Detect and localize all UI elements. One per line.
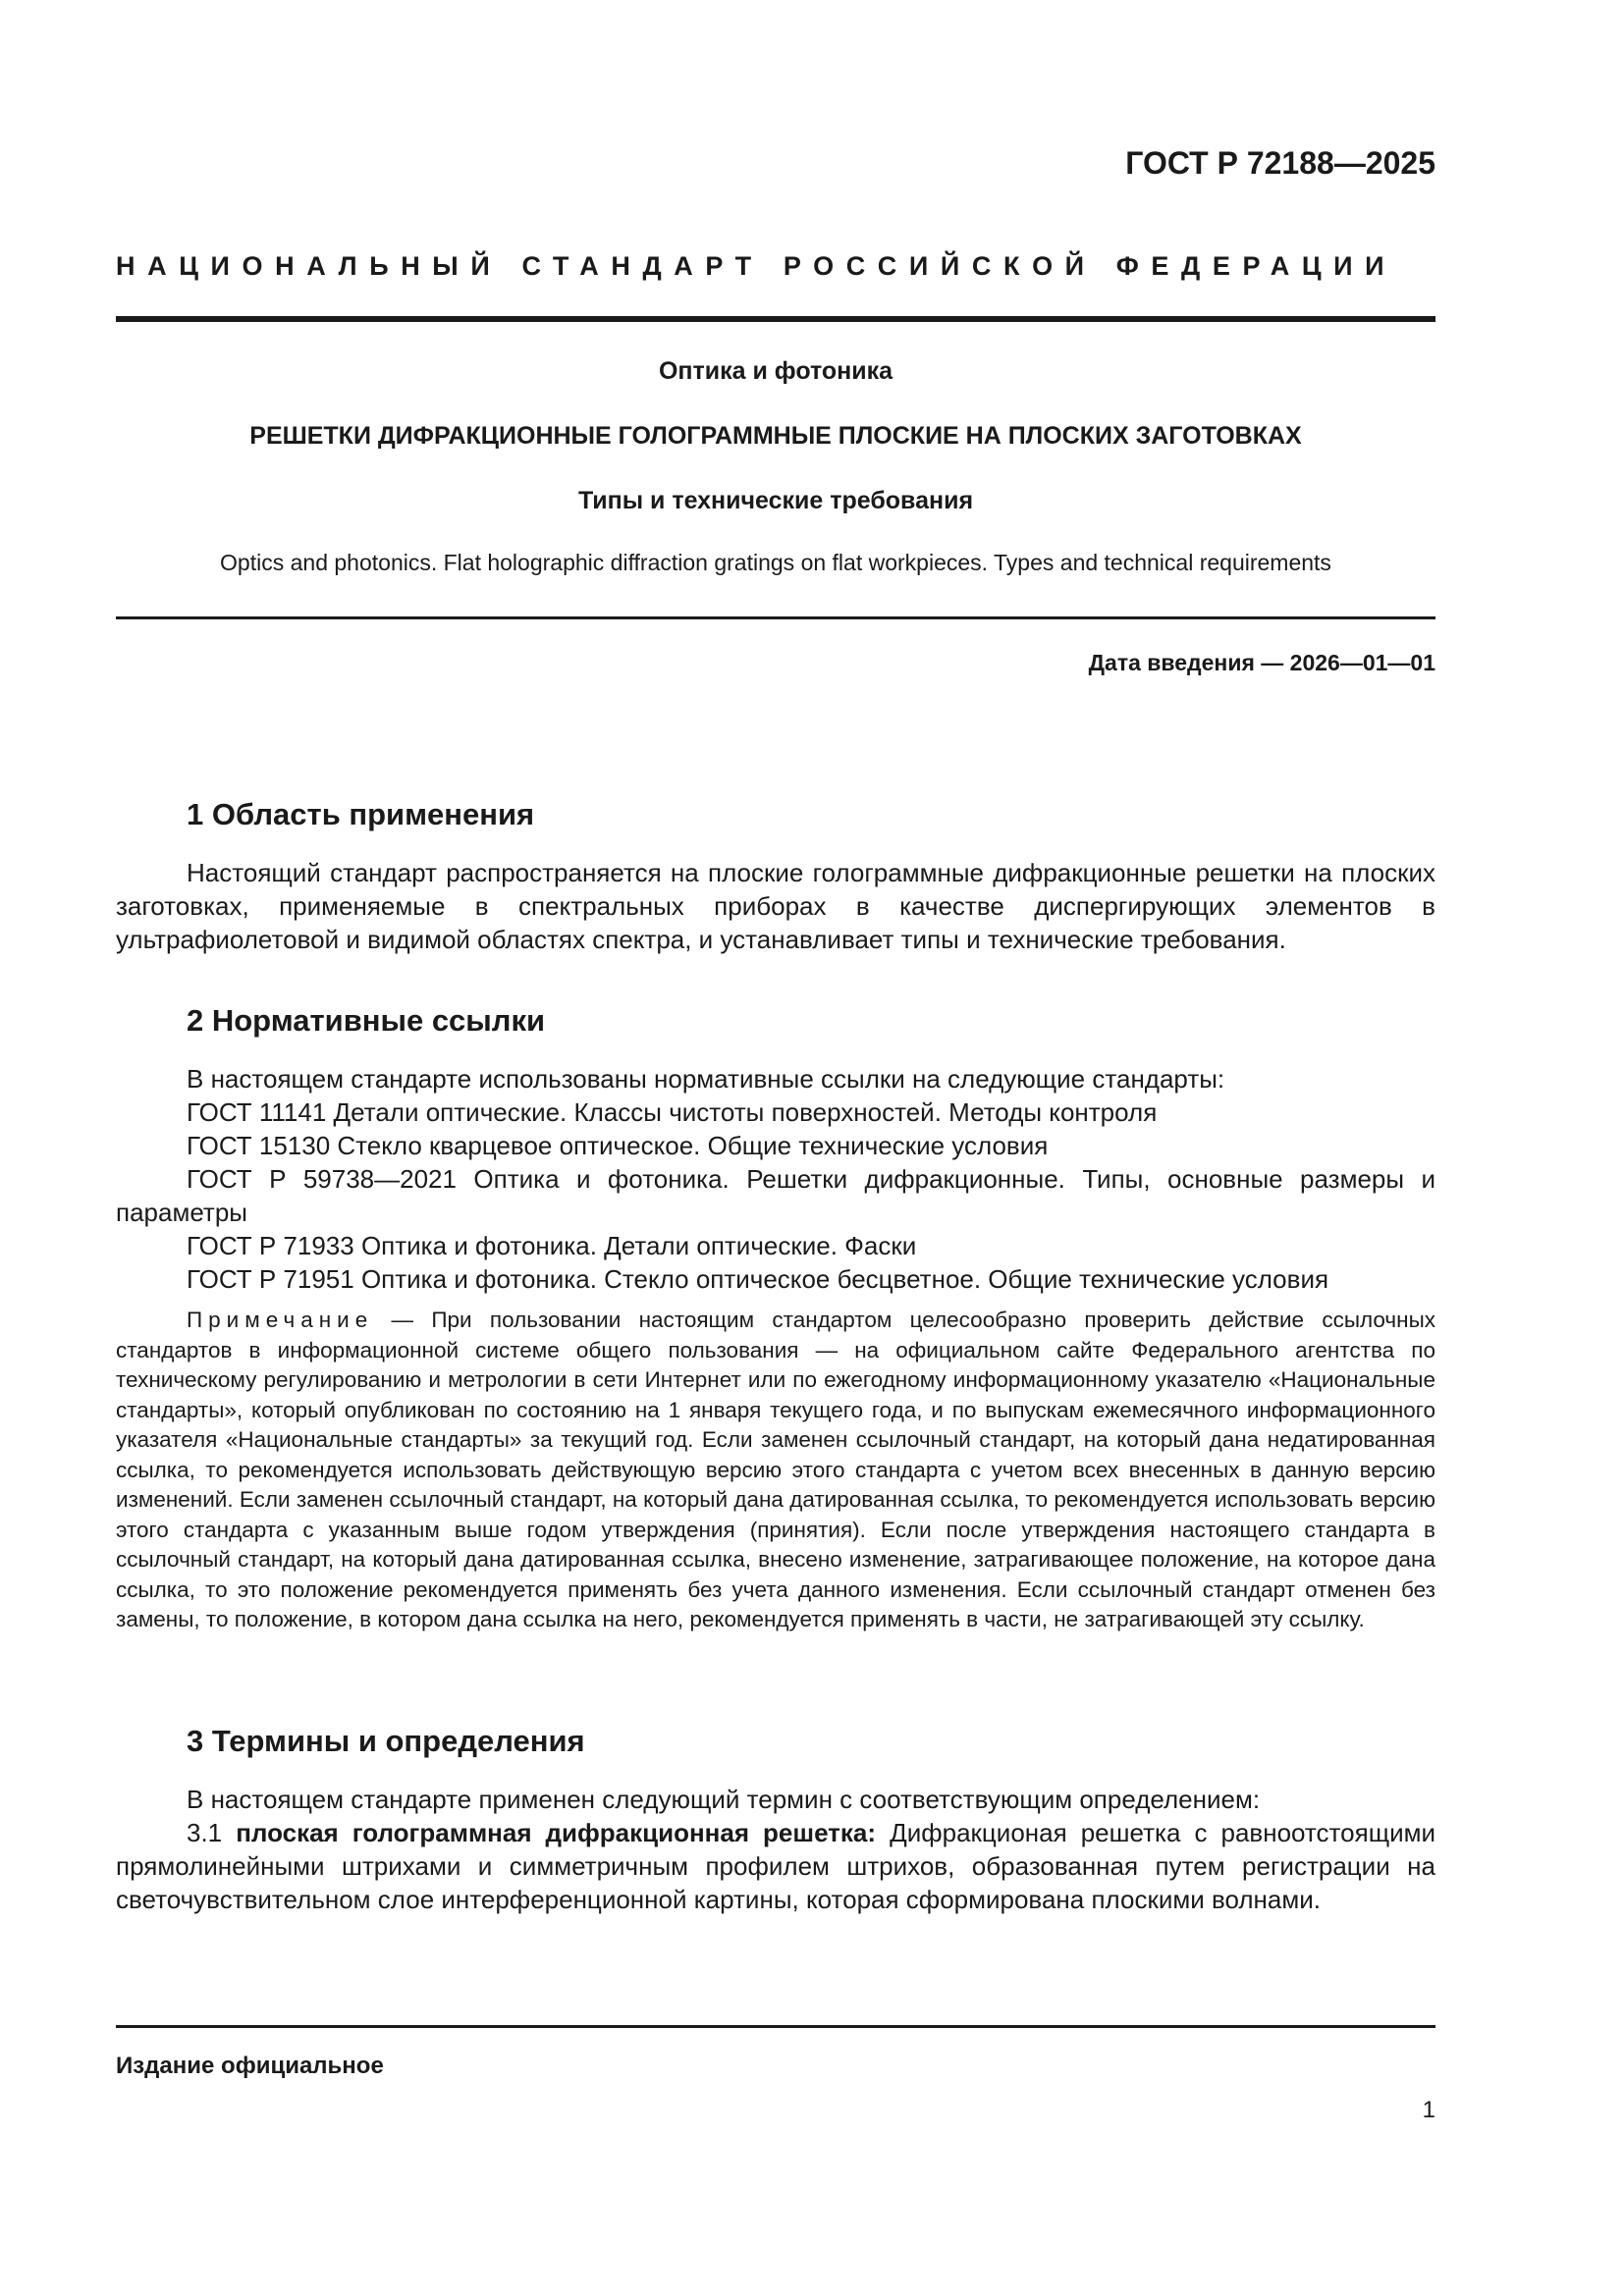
section-1-heading: 1 Область применения bbox=[187, 797, 535, 831]
section-2-note bbox=[116, 1306, 1435, 1635]
section-3-heading: 3 Термины и определения bbox=[187, 1724, 585, 1758]
section-3-intro: В настоящем стандарте применен следующий термин с соответствующим определением: bbox=[187, 1785, 1261, 1814]
bottom-rule bbox=[116, 2025, 1435, 2028]
note-label: Примечание bbox=[187, 1308, 374, 1332]
official-edition: Издание официальное bbox=[116, 2053, 384, 2079]
effective-date: Дата введения — 2026—01—01 bbox=[1088, 650, 1435, 675]
section-2-heading: 2 Нормативные ссылки bbox=[187, 1003, 546, 1038]
section-2-intro: В настоящем стандарте использованы нормативные ссылки на следующие стандарты: bbox=[187, 1064, 1225, 1094]
national-standard-banner: НАЦИОНАЛЬНЫЙ СТАНДАРТ РОССИЙСКОЙ ФЕДЕРАЦИИ bbox=[116, 251, 1397, 281]
standard-subtitle: Типы и технические требования bbox=[577, 487, 974, 514]
page-number: 1 bbox=[1422, 2097, 1435, 2123]
reference-item: ГОСТ 15130 Стекло кварцевое оптическое. Общие технические условия bbox=[187, 1131, 1049, 1160]
reference-item: ГОСТ Р 71951 Оптика и фотоника. Стекло оптическое бесцветное. Общие технические условия bbox=[187, 1264, 1329, 1294]
term-definition bbox=[116, 1816, 1435, 1916]
top-rule bbox=[116, 316, 1435, 322]
middle-rule bbox=[116, 616, 1435, 619]
reference-item: ГОСТ 11141 Детали оптические. Классы чистоты поверхностей. Методы контроля bbox=[187, 1097, 1158, 1127]
reference-item: ГОСТ Р 71933 Оптика и фотоника. Детали оптические. Фаски bbox=[187, 1231, 917, 1260]
note-text: — При пользовании настоящим стандартом целесообразно проверить действие ссылочных стандартов в информационной системе общего пользования — на официальном сайте Федерального агентства по техническому регулированию и метрологии в сети Интернет или по ежегодному информационному указателю «Национальные стандарты», который опубликован по состоянию на 1 января текущего года, и по выпускам ежемесячного информационного указателя «Национальные стандарты» за текущий год. Если заменен ссылочный стандарт, на который дана недатированная ссылка, то рекомендуется использовать действующую версию этого стандарта с учетом всех внесенных в данную версию изменений. Если заменен ссылочный стандарт, на который дана датированная ссылка, то рекомендуется использовать версию этого стандарта с указанным выше годом утверждения (принятия). Если после утверждения настоящего стандарта в ссылочный стандарт, на который дана датированная ссылка, внесено изменение, затрагивающее положение, на которое дана ссылка, то это положение рекомендуется применять без учета данного изменения. Если ссылочный стандарт отменен без замены, то положение, в котором дана ссылка на него, рекомендуется применять в части, не затрагивающей эту ссылку. bbox=[116, 1308, 1435, 1631]
section-1-text: Настоящий стандарт распространяется на плоские голограммные дифракционные решетки на плоских заготовках, применяемые в спектральных приборах в качестве диспергирующих элементов в ультрафиолетовой и видимой областях спектра, и устанавливает типы и технические требования. bbox=[116, 858, 1435, 954]
standard-title: РЕШЕТКИ ДИФРАКЦИОННЫЕ ГОЛОГРАММНЫЕ ПЛОСКИЕ НА ПЛОСКИХ ЗАГОТОВКАХ bbox=[249, 422, 1302, 450]
gost-number: ГОСТ Р 72188—2025 bbox=[1125, 145, 1435, 181]
term-name: плоская голограммная дифракционная решетка: bbox=[236, 1818, 877, 1847]
term-number: 3.1 bbox=[187, 1818, 223, 1847]
reference-item: ГОСТ Р 59738—2021 Оптика и фотоника. Решетки дифракционные. Типы, основные размеры и параметры bbox=[116, 1164, 1435, 1227]
standard-field: Оптика и фотоника bbox=[658, 357, 893, 385]
term-definition-text: Дифракционая решетка с равноотстоящими прямолинейными штрихами и симметричным профилем штрихов, образованная путем регистрации на светочувствительном слое интерференционной картины, которая сформирована плоскими волнами. bbox=[116, 1818, 1436, 1914]
english-title: Optics and photonics. Flat holographic diffraction gratings on flat workpieces. Types and technical requirements bbox=[220, 550, 1331, 575]
